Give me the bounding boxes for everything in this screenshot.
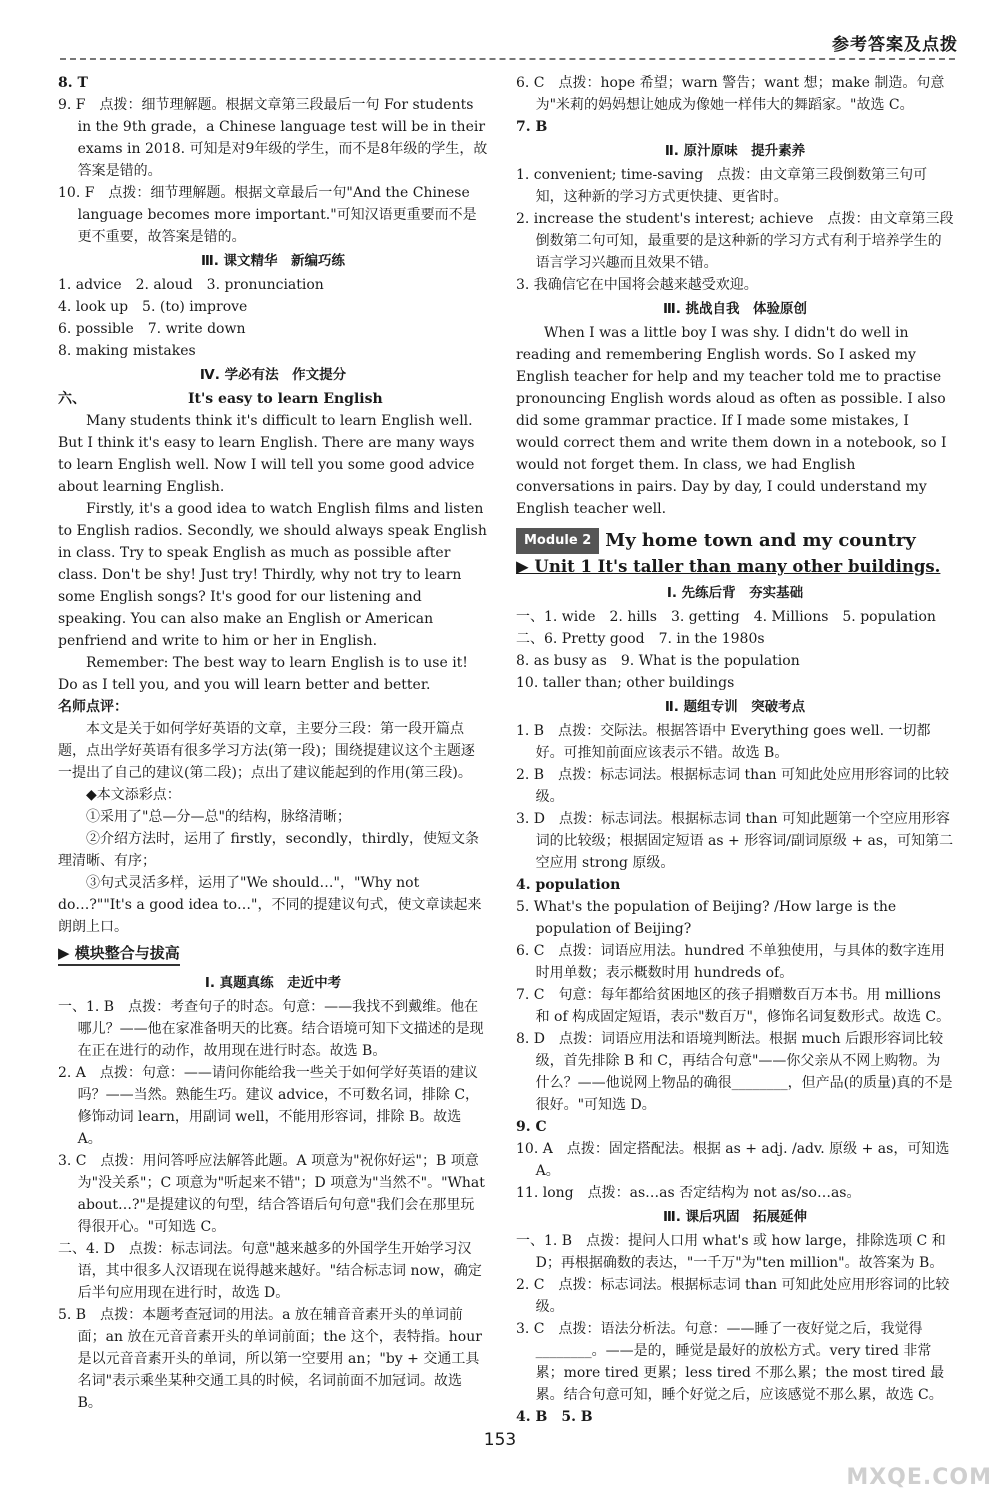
block-heading: ▶ 模块整合与拔高 bbox=[58, 942, 180, 966]
question-item: 一、1. B 点拨：考查句子的时态。句意：——我找不到戴维。他在哪儿？——他在家准备明天的比赛。结合语境可知下文描述的是现在正在进行的动作，故用现在进行时态。故选 B。 bbox=[58, 999, 484, 1059]
essay-title-row bbox=[58, 388, 488, 410]
essay-paragraph: Many students think it's difficult to learn English well. But I think it's easy to learn English. There are many ways to learn English well. Now I will tell you some good advice about learning English. bbox=[58, 413, 475, 495]
question-item: 二、4. D 点拨：标志词法。句意"越来越多的外国学生开始学习汉语，其中很多人汉语现在说得越来越好。"结合标志词 now，确定后半句应用现在进行时，故选 D。 bbox=[58, 1241, 482, 1301]
section-heading: Ⅳ. 学必有法 作文提分 bbox=[199, 367, 347, 383]
answer-item: 2. increase the student's interest; achieve 点拨：由文章第三段倒数第二句可知，最重要的是这种新的学习方式有利于培养学生的语言学习兴趣而且效果不错。 bbox=[516, 211, 954, 271]
part-label: 六、 bbox=[58, 391, 86, 407]
question-item: 6. C 点拨：词语应用法。hundred 不单独使用，与具体的数字连用时用单数；表示概数时用 hundreds of。 bbox=[516, 943, 945, 981]
question-item: 一、1. B 点拨：提问人口用 what's 或 how large，排除选项 C 和 D；再根据确数的表达，"一千万"为"ten million"。故答案为 B。 bbox=[516, 1233, 946, 1271]
vocab-line: 6. possible 7. write down bbox=[58, 321, 246, 337]
question-item: 11. long 点拨：as…as 否定结构为 not as/so…as。 bbox=[516, 1185, 861, 1201]
highlights-label: ◆本文添彩点： bbox=[86, 787, 181, 803]
answer-7: 7. B bbox=[516, 119, 548, 135]
module-title: My home town and my country bbox=[605, 530, 916, 551]
answer-10: 10. F 点拨：细节理解题。根据文章最后一句"And the Chinese language becomes more important."可知汉语更重要而不是更不重要，故答案是错的。 bbox=[58, 185, 477, 245]
teacher-comment-label: 名师点评： bbox=[58, 699, 128, 715]
answer-8: 8. T bbox=[58, 75, 88, 91]
question-item: 3. D 点拨：标志词法。根据标志词 than 可知此题第一个空应用形容词的比较级；根据固定短语 as + 形容词/副词原级 + as，可知第二空应用 strong 原级。 bbox=[516, 811, 954, 871]
play-icon: ▶ bbox=[58, 944, 70, 962]
essay-paragraph: Remember: The best way to learn English is to use it! Do as I tell you, and you will learn better and better. bbox=[58, 655, 468, 693]
section-heading: Ⅰ. 先练后背 夯实基础 bbox=[666, 585, 804, 601]
section-heading: Ⅱ. 原汁原味 提升素养 bbox=[664, 143, 806, 159]
page-number: 153 bbox=[483, 1430, 517, 1450]
question-item: 8. D 点拨：词语应用法和语境判断法。根据 much 后跟形容词比较级，首先排除 B 和 C，再结合句意"——你父亲从不网上购物。为什么？——他说网上物品的确很________，但产品(的质量)真的不是很好。"可知选 D。 bbox=[516, 1031, 953, 1113]
answer-9: 9. F 点拨：细节理解题。根据文章第三段最后一句 For students in the 9th grade，a Chinese language test will be in their exams in 2018. 可知是对9年级的学生，而不是8年级的学生，故答案是错的。 bbox=[58, 97, 488, 179]
basics-line: 10. taller than; other buildings bbox=[516, 675, 735, 691]
vocab-line: 4. look up 5. (to) improve bbox=[58, 299, 248, 315]
basics-line: 一、1. wide 2. hills 3. getting 4. Millions 5. population bbox=[516, 609, 936, 625]
section-heading: Ⅲ. 课文精华 新编巧练 bbox=[200, 253, 346, 269]
watermark: MXQE.COM bbox=[846, 1465, 992, 1490]
highlight-item: ③句式灵活多样，运用了"We should…"，"Why not do…?""It's a good idea to…"，不同的提建议句式，使文章读起来朗朗上口。 bbox=[58, 875, 482, 935]
question-item: 2. A 点拨：句意：——请问你能给我一些关于如何学好英语的建议吗？——当然。熟能生巧。建议 advice，不可数名词，排除 C，修饰动词 learn，用副词 well，不能用形容词，排除 B。故选 A。 bbox=[58, 1065, 480, 1147]
teacher-comment: 本文是关于如何学好英语的文章，主要分三段：第一段开篇点题，点出学好英语有很多学习方法(第一段)；围绕提建议这个主题逐一提出了自己的建议(第二段)；点出了建议能起到的作用(第三段)。 bbox=[58, 721, 475, 781]
running-header: 参考答案及点拨 bbox=[832, 35, 958, 55]
section-heading: Ⅰ. 真题真练 走近中考 bbox=[204, 975, 342, 991]
question-item: 10. A 点拨：固定搭配法。根据 as + adj. /adv. 原级 + as，可知选 A。 bbox=[516, 1141, 950, 1179]
answer-item: 1. convenient; time-saving 点拨：由文章第三段倒数第三句可知，这种新的学习方式更快捷、更省时。 bbox=[516, 167, 928, 205]
section-heading: Ⅲ. 课后巩固 拓展延伸 bbox=[662, 1209, 808, 1225]
question-item: 2. B 点拨：标志词法。根据标志词 than 可知此处应用形容词的比较级。 bbox=[516, 767, 950, 805]
vocab-line: 1. advice 2. aloud 3. pronunciation bbox=[58, 277, 324, 293]
question-item: 1. B 点拨：交际法。根据答语中 Everything goes well. 一切都好。可推知前面应该表示不错。故选 B。 bbox=[516, 723, 931, 761]
question-item: 7. C 句意：每年都给贫困地区的孩子捐赠数百万本书。用 millions 和 of 构成固定短语，表示"数百万"，修饰名词复数形式。故选 C。 bbox=[516, 987, 951, 1025]
highlight-item: ②介绍方法时，运用了 firstly，secondly，thirdly，使短文条理清晰、有序； bbox=[58, 831, 479, 869]
question-item: 4. population bbox=[516, 877, 621, 893]
question-item: 4. B 5. B bbox=[516, 1409, 593, 1425]
question-item: 2. C 点拨：标志词法。根据标志词 than 可知此处应用形容词的比较级。 bbox=[516, 1277, 950, 1315]
unit-title: ▶ Unit 1 It's taller than many other buildings. bbox=[516, 557, 941, 576]
model-essay: When I was a little boy I was shy. I didn't do well in reading and remembering English words. So I asked my English teacher for help and my teacher told me to practise pronouncing English words aloud as often as possible. I also did some grammar practice. If I made some mistakes, I would correct them and write them down in a notebook, so I would not forget them. In class, we had English conversations in pairs. Day by day, I could understand my English teacher well. bbox=[516, 325, 947, 517]
answer-item: 3. 我确信它在中国将会越来越受欢迎。 bbox=[516, 277, 758, 293]
section-heading: Ⅱ. 题组专训 突破考点 bbox=[664, 699, 806, 715]
essay-title: It's easy to learn English bbox=[188, 391, 383, 407]
module-header bbox=[516, 528, 954, 554]
basics-line: 二、6. Pretty good 7. in the 1980s bbox=[516, 631, 765, 647]
header-divider bbox=[60, 58, 955, 60]
module-tag: Module 2 bbox=[516, 528, 599, 554]
vocab-line: 8. making mistakes bbox=[58, 343, 196, 359]
left-column bbox=[58, 72, 488, 1414]
question-item: 5. B 点拨：本题考查冠词的用法。a 放在辅音音素开头的单词前面；an 放在元音音素开头的单词前面；the 这个，表特指。hour 是以元音音素开头的单词，所以第一空要用 an；"by + 交通工具名词"表示乘坐某种交通工具的时候，名词前面不加冠词。故选 B。 bbox=[58, 1307, 482, 1411]
answer-6: 6. C 点拨：hope 希望；warn 警告；want 想；make 制造。句意为"米莉的妈妈想让她成为像她一样伟大的舞蹈家。"故选 C。 bbox=[516, 75, 945, 113]
basics-line: 8. as busy as 9. What is the population bbox=[516, 653, 800, 669]
highlight-item: ①采用了"总—分—总"的结构，脉络清晰； bbox=[86, 809, 351, 825]
section-heading: Ⅲ. 挑战自我 体验原创 bbox=[662, 301, 808, 317]
question-item: 3. C 点拨：语法分析法。句意：——睡了一夜好觉之后，我觉得________。——是的，睡觉是最好的放松方式。very tired 非常累；more tired 更累；less tired 不那么累；the most tired 最累。结合句意可知，睡个好觉之后，应该感觉不那么累，故选 C。 bbox=[516, 1321, 945, 1403]
question-item: 3. C 点拨：用问答呼应法解答此题。A 项意为"祝你好运"；B 项意为"没关系"；C 项意为"听起来不错"；D 项意为"当然不"。"What about…?"是提建议的句型，结合答语后句句意"我们会在那里玩得很开心。"可知选 C。 bbox=[58, 1153, 485, 1235]
essay-paragraph: Firstly, it's a good idea to watch English films and listen to English radios. Secondly, we should always speak English in class. Try to speak English as much as possible after class. Don't be shy! Just try! Thirdly, why not try to learn some English songs? It's good for our listening and speaking. You can also make an English or American penfriend and write to him or her in English. bbox=[58, 501, 487, 649]
question-item: 5. What's the population of Beijing? /How large is the population of Beijing? bbox=[516, 899, 897, 937]
right-column bbox=[516, 72, 954, 1428]
question-item: 9. C bbox=[516, 1119, 547, 1135]
